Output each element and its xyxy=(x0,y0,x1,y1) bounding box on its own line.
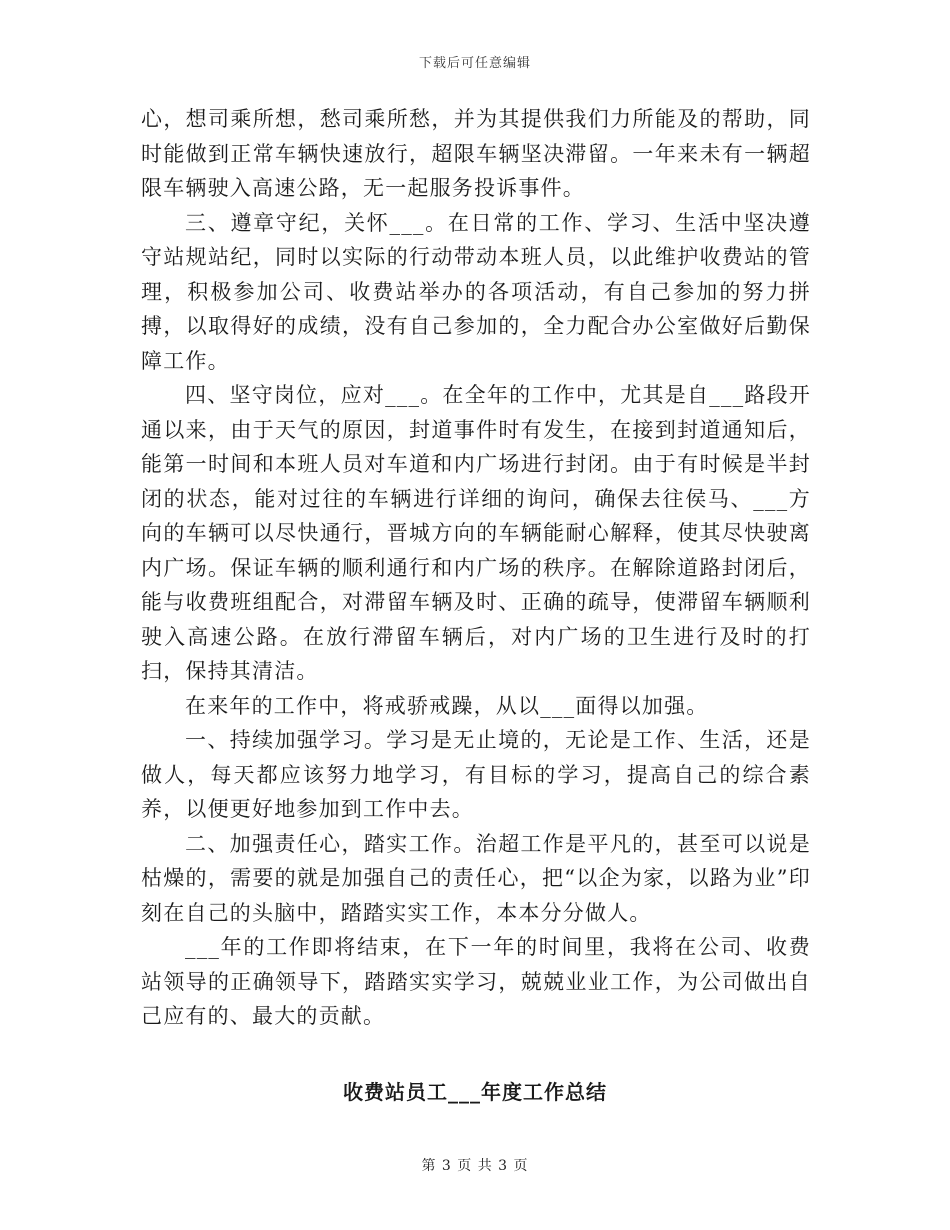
paragraph-3: 四、坚守岗位，应对___。在全年的工作中，尤其是自___路段开通以来，由于天气的原因，封道事件时有发生，在接到封道通知后，能第一时间和本班人员对车道和内广场进行封闭。由于有时候是半封闭的状态，能对过往的车辆进行详细的询问，确保去往侯马、___方向的车辆可以尽快通行，晋城方向的车辆能耐心解释，使其尽快驶离内广场。保证车辆的顺利通行和内广场的秩序。在解除道路封闭后，能与收费班组配合，对滞留车辆及时、正确的疏导，使滞留车辆顺利驶入高速公路。在放行滞留车辆后，对内广场的卫生进行及时的打扫，保持其清洁。 xyxy=(141,383,811,683)
paragraph-2: 三、遵章守纪，关怀___。在日常的工作、学习、生活中坚决遵守站规站纪，同时以实际的行动带动本班人员，以此维护收费站的管理，积极参加公司、收费站举办的各项活动，有自己参加的努力拼搏，以取得好的成绩，没有自己参加的，全力配合办公室做好后勤保障工作。 xyxy=(141,210,811,373)
section-title: 收费站员工___年度工作总结 xyxy=(343,1080,607,1104)
paragraph-6: 二、加强责任心，踏实工作。治超工作是平凡的，甚至可以说是枯燥的，需要的就是加强自己的责任心，把“以企为家，以路为业”印刻在自己的头脑中，踏踏实实工作，本本分分做人。 xyxy=(141,831,811,925)
page-header: 下载后可任意编辑 xyxy=(418,56,531,71)
paragraph-4: 在来年的工作中，将戒骄戒躁，从以___面得以加强。 xyxy=(185,693,709,718)
paragraph-1: 心，想司乘所想，愁司乘所愁，并为其提供我们力所能及的帮助，同时能做到正常车辆快速放行，超限车辆坚决滞留。一年来未有一辆超限车辆驶入高速公路，无一起服务投诉事件。 xyxy=(141,107,811,200)
paragraph-5: 一、持续加强学习。学习是无止境的，无论是工作、生活，还是做人，每天都应该努力地学习，有目标的学习，提高自己的综合素养，以便更好地参加到工作中去。 xyxy=(141,728,811,821)
page-footer: 第 3 页 共 3 页 xyxy=(421,1158,529,1174)
paragraph-7: ___年的工作即将结束，在下一年的时间里，我将在公司、收费站领导的正确领导下，踏踏实实学习，兢兢业业工作，为公司做出自己应有的、最大的贡献。 xyxy=(141,935,811,1028)
document-body xyxy=(141,102,811,1034)
